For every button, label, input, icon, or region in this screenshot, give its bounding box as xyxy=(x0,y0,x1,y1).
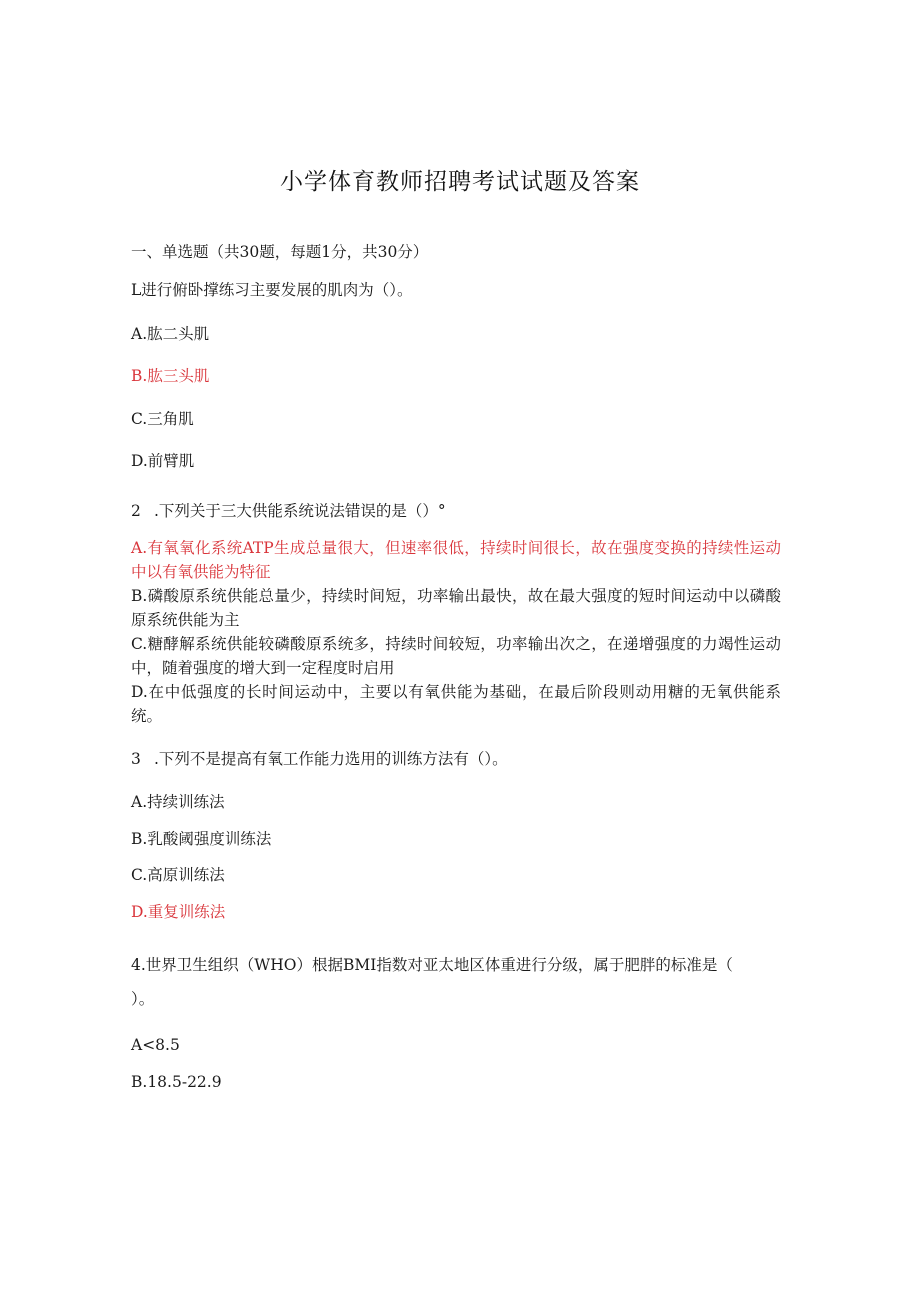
question-1-option-c: C.三角肌 xyxy=(131,410,194,428)
question-2-option-c: C.糖酵解系统供能较磷酸原系统多，持续时间较短，功率输出次之，在递增强度的力竭性运动中，随着强度的增大到一定程度时启用 xyxy=(131,635,781,677)
question-4-option-a: A<8.5 xyxy=(131,1036,180,1054)
question-2-stem-row xyxy=(131,499,446,523)
question-3-stem: .下列不是提高有氧工作能力选用的训练方法有（）。 xyxy=(154,750,508,768)
question-3-option-c: C.高原训练法 xyxy=(131,866,225,884)
question-1-option-b-answer: B.肱三头肌 xyxy=(131,367,210,385)
document-title: 小学体育教师招聘考试试题及答案 xyxy=(280,169,640,195)
question-1-stem: L进行俯卧撑练习主要发展的肌肉为（）。 xyxy=(131,281,413,299)
question-3-option-d-answer: D.重复训练法 xyxy=(131,903,226,921)
question-4-stem: 4.世界卫生组织（WHO）根据BMI指数对亚太地区体重进行分级，属于肥胖的标准是（ xyxy=(131,956,733,974)
question-4-stem-continued: ）。 xyxy=(131,990,155,1008)
question-3-option-b: B.乳酸阈强度训练法 xyxy=(131,830,272,848)
question-4-option-b: B.18.5-22.9 xyxy=(131,1073,222,1091)
question-1-option-d: D.前臂肌 xyxy=(131,452,195,470)
question-2-option-d: D.在中低强度的长时间运动中，主要以有氧供能为基础，在最后阶段则动用糖的无氧供能系统。 xyxy=(131,683,781,725)
question-2-option-a-answer: A.有氧氧化系统ATP生成总量很大，但速率很低，持续时间很长，故在强度变换的持续性运动中以有氧供能为特征 xyxy=(131,539,781,581)
question-3-option-a: A.持续训练法 xyxy=(131,793,225,811)
question-1-option-a: A.肱二头肌 xyxy=(131,325,210,343)
question-2-number: 2 xyxy=(131,502,141,520)
question-3-number: 3 xyxy=(131,750,141,768)
question-2-option-b: B.磷酸原系统供能总量少，持续时间短，功率输出最快，故在最大强度的短时间运动中以磷酸原系统供能为主 xyxy=(131,587,781,629)
section-heading: 一、单选题（共30题，每题1分，共30分） xyxy=(131,243,429,261)
question-3-stem-row xyxy=(131,747,508,771)
question-2-stem: .下列关于三大供能系统说法错误的是（）° xyxy=(154,502,446,520)
